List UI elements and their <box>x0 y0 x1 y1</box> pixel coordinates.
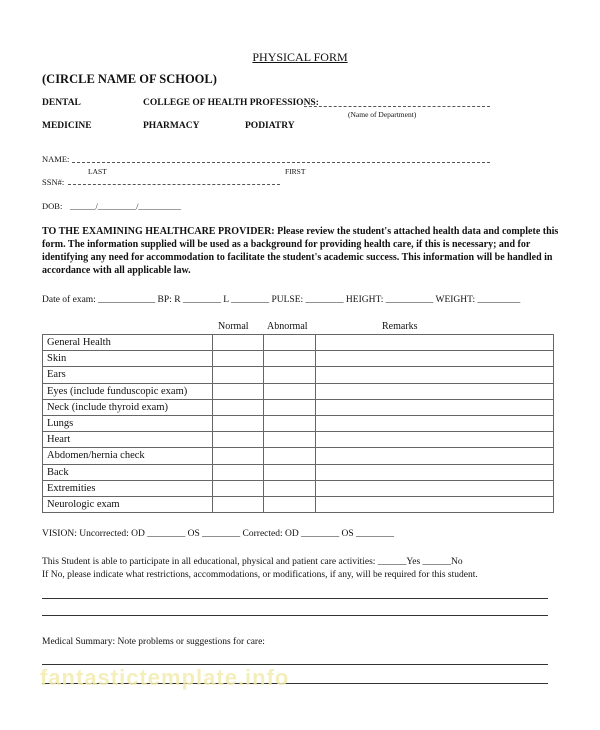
abnormal-cell[interactable] <box>264 335 316 351</box>
normal-cell[interactable] <box>213 432 264 448</box>
normal-cell[interactable] <box>213 335 264 351</box>
exam-row <box>43 415 554 431</box>
department-line[interactable] <box>304 106 490 107</box>
exam-item-label: Extremities <box>43 480 213 496</box>
exam-item-label: General Health <box>43 335 213 351</box>
vision-line[interactable]: VISION: Uncorrected: OD ________ OS ________ Corrected: OD ________ OS ________ <box>42 529 394 539</box>
remarks-cell[interactable] <box>316 464 554 480</box>
exam-table <box>42 334 554 513</box>
exam-item-label: Abdomen/hernia check <box>43 448 213 464</box>
medical-summary-label: Medical Summary: Note problems or suggestions for care: <box>42 637 265 647</box>
name-line[interactable] <box>72 162 490 163</box>
school-medicine: MEDICINE <box>42 121 92 131</box>
exam-item-label: Neck (include thyroid exam) <box>43 399 213 415</box>
participate-question[interactable]: This Student is able to participate in all educational, physical and patient care activities: ______Yes ______No <box>42 557 463 567</box>
remarks-cell[interactable] <box>316 399 554 415</box>
school-health-professions: COLLEGE OF HEALTH PROFESSIONS: <box>143 98 319 108</box>
remarks-cell[interactable] <box>316 335 554 351</box>
remarks-cell[interactable] <box>316 480 554 496</box>
remarks-cell[interactable] <box>316 415 554 431</box>
abnormal-cell[interactable] <box>264 464 316 480</box>
name-label: NAME: <box>42 154 70 164</box>
exam-row <box>43 496 554 512</box>
exam-row <box>43 432 554 448</box>
exam-item-label: Skin <box>43 351 213 367</box>
form-title: PHYSICAL FORM <box>252 50 348 64</box>
remarks-cell[interactable] <box>316 432 554 448</box>
restrictions-instruction: If No, please indicate what restrictions, accommodations, or modifications, if any, will be required for this student. <box>42 570 478 580</box>
restrictions-line-2[interactable] <box>42 615 548 616</box>
exam-row <box>43 335 554 351</box>
ssn-label: SSN#: <box>42 177 65 187</box>
circle-school-label: (CIRCLE NAME OF SCHOOL) <box>42 72 217 86</box>
header-normal: Normal <box>218 321 249 332</box>
school-pharmacy: PHARMACY <box>143 121 200 131</box>
school-dental: DENTAL <box>42 98 81 108</box>
abnormal-cell[interactable] <box>264 383 316 399</box>
exam-row <box>43 383 554 399</box>
exam-row <box>43 367 554 383</box>
school-podiatry: PODIATRY <box>245 121 295 131</box>
exam-row <box>43 399 554 415</box>
remarks-cell[interactable] <box>316 496 554 512</box>
normal-cell[interactable] <box>213 351 264 367</box>
exam-item-label: Ears <box>43 367 213 383</box>
abnormal-cell[interactable] <box>264 480 316 496</box>
exam-row <box>43 351 554 367</box>
abnormal-cell[interactable] <box>264 496 316 512</box>
watermark: fantastictemplate.info <box>40 665 290 690</box>
abnormal-cell[interactable] <box>264 399 316 415</box>
normal-cell[interactable] <box>213 383 264 399</box>
normal-cell[interactable] <box>213 367 264 383</box>
abnormal-cell[interactable] <box>264 432 316 448</box>
remarks-cell[interactable] <box>316 448 554 464</box>
remarks-cell[interactable] <box>316 383 554 399</box>
exam-row <box>43 448 554 464</box>
header-remarks: Remarks <box>382 321 418 332</box>
exam-row <box>43 480 554 496</box>
vitals-line[interactable]: Date of exam: ____________ BP: R ________ L ________ PULSE: ________ HEIGHT: __________ WEIGHT: _________ <box>42 295 521 305</box>
normal-cell[interactable] <box>213 480 264 496</box>
exam-item-label: Heart <box>43 432 213 448</box>
remarks-cell[interactable] <box>316 367 554 383</box>
abnormal-cell[interactable] <box>264 367 316 383</box>
exam-row <box>43 464 554 480</box>
normal-cell[interactable] <box>213 399 264 415</box>
last-caption: LAST <box>88 167 107 176</box>
restrictions-line-1[interactable] <box>42 598 548 599</box>
provider-instructions: TO THE EXAMINING HEALTHCARE PROVIDER: Please review the student's attached health data and complete this form. The information supplied will be used as a background for providing health care, if this is necessary; and for identifying any need for accommodation to facilitate the student's academic success. This information will be handled in accordance with all applicable law. <box>42 226 559 276</box>
normal-cell[interactable] <box>213 464 264 480</box>
exam-item-label: Eyes (include funduscopic exam) <box>43 383 213 399</box>
department-caption: (Name of Department) <box>348 110 417 119</box>
ssn-line[interactable] <box>68 184 280 185</box>
abnormal-cell[interactable] <box>264 351 316 367</box>
normal-cell[interactable] <box>213 496 264 512</box>
exam-item-label: Lungs <box>43 415 213 431</box>
dob-blank[interactable]: ______/_________/__________ <box>70 201 181 211</box>
first-caption: FIRST <box>285 167 306 176</box>
abnormal-cell[interactable] <box>264 415 316 431</box>
dob-label: DOB: <box>42 201 63 211</box>
exam-item-label: Neurologic exam <box>43 496 213 512</box>
header-abnormal: Abnormal <box>267 321 308 332</box>
normal-cell[interactable] <box>213 448 264 464</box>
abnormal-cell[interactable] <box>264 448 316 464</box>
remarks-cell[interactable] <box>316 351 554 367</box>
normal-cell[interactable] <box>213 415 264 431</box>
exam-item-label: Back <box>43 464 213 480</box>
